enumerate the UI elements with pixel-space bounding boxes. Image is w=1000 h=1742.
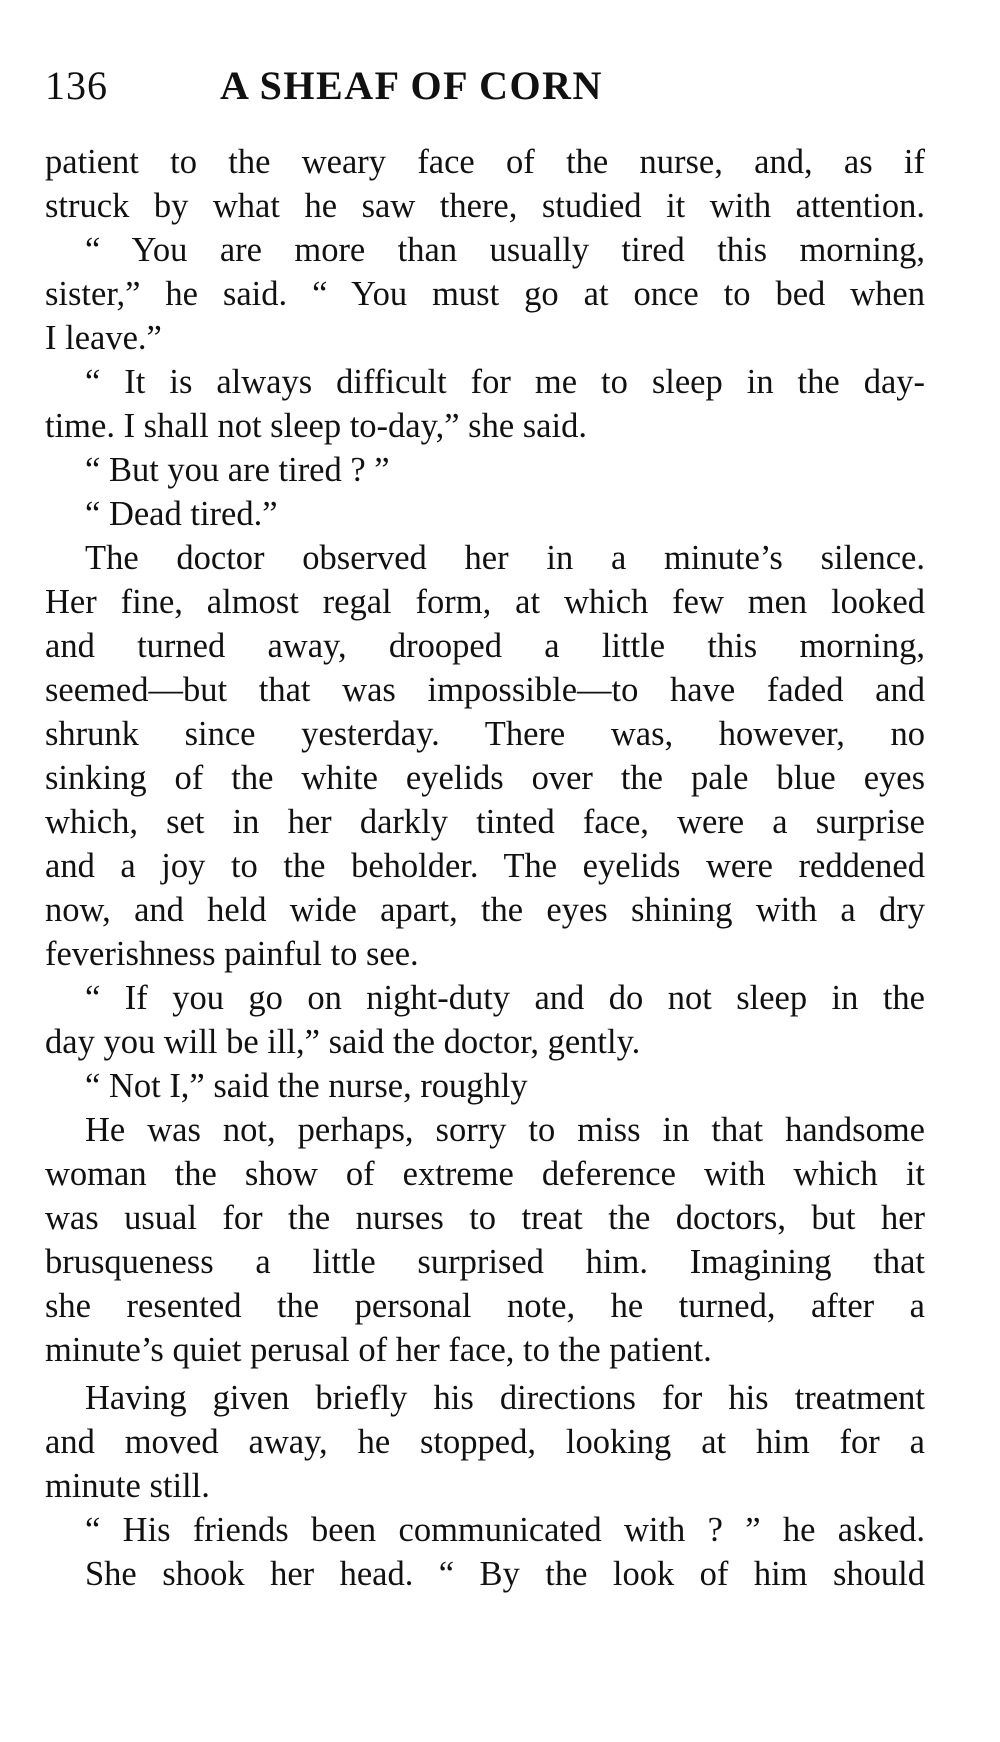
text-line: and moved away, he stopped, looking at him for a — [45, 1423, 925, 1461]
text-line: sister,” he said. “ You must go at once to bed when — [45, 275, 925, 313]
text-line: minute still. — [45, 1467, 210, 1505]
text-line: feverishness painful to see. — [45, 935, 419, 973]
text-line: and a joy to the beholder. The eyelids were reddened — [45, 847, 925, 885]
text-line: “ You are more than usually tired this morning, — [85, 231, 925, 269]
text-line: brusqueness a little surprised him. Imagining that — [45, 1243, 925, 1281]
text-line: minute’s quiet perusal of her face, to the patient. — [45, 1331, 712, 1369]
text-line: Her fine, almost regal form, at which few men looked — [45, 583, 925, 621]
text-line: “ Dead tired.” — [85, 495, 278, 533]
text-line: seemed—but that was impossible—to have faded and — [45, 671, 925, 709]
text-line: “ Not I,” said the nurse, roughly — [85, 1067, 528, 1105]
text-line: The doctor observed her in a minute’s silence. — [85, 539, 925, 577]
text-line: woman the show of extreme deference with which it — [45, 1155, 925, 1193]
text-line: struck by what he saw there, studied it with attention. — [45, 187, 925, 225]
text-line: “ If you go on night-duty and do not sleep in the — [85, 979, 925, 1017]
text-line: I leave.” — [45, 319, 162, 357]
text-line: and turned away, drooped a little this morning, — [45, 627, 925, 665]
text-line: “ His friends been communicated with ? ” he asked. — [85, 1511, 925, 1549]
text-line: patient to the weary face of the nurse, and, as if — [45, 143, 925, 181]
page-header — [45, 62, 925, 122]
page-number: 136 — [45, 63, 108, 108]
text-line: time. I shall not sleep to-day,” she said. — [45, 407, 587, 445]
text-line: She shook her head. “ By the look of him should — [85, 1555, 925, 1593]
body-text — [45, 140, 925, 1596]
text-line: “ But you are tired ? ” — [85, 451, 390, 489]
text-line: sinking of the white eyelids over the pale blue eyes — [45, 759, 925, 797]
text-line: now, and held wide apart, the eyes shining with a dry — [45, 891, 925, 929]
text-line: was usual for the nurses to treat the doctors, but her — [45, 1199, 925, 1237]
text-line: Having given briefly his directions for his treatment — [85, 1379, 925, 1417]
running-title: A SHEAF OF CORN — [220, 63, 603, 108]
text-line: day you will be ill,” said the doctor, gently. — [45, 1023, 641, 1061]
text-line: He was not, perhaps, sorry to miss in that handsome — [85, 1111, 925, 1149]
text-line: shrunk since yesterday. There was, however, no — [45, 715, 925, 753]
text-line: “ It is always difficult for me to sleep in the day- — [85, 363, 925, 401]
text-line: she resented the personal note, he turned, after a — [45, 1287, 925, 1325]
text-line: which, set in her darkly tinted face, were a surprise — [45, 803, 925, 841]
